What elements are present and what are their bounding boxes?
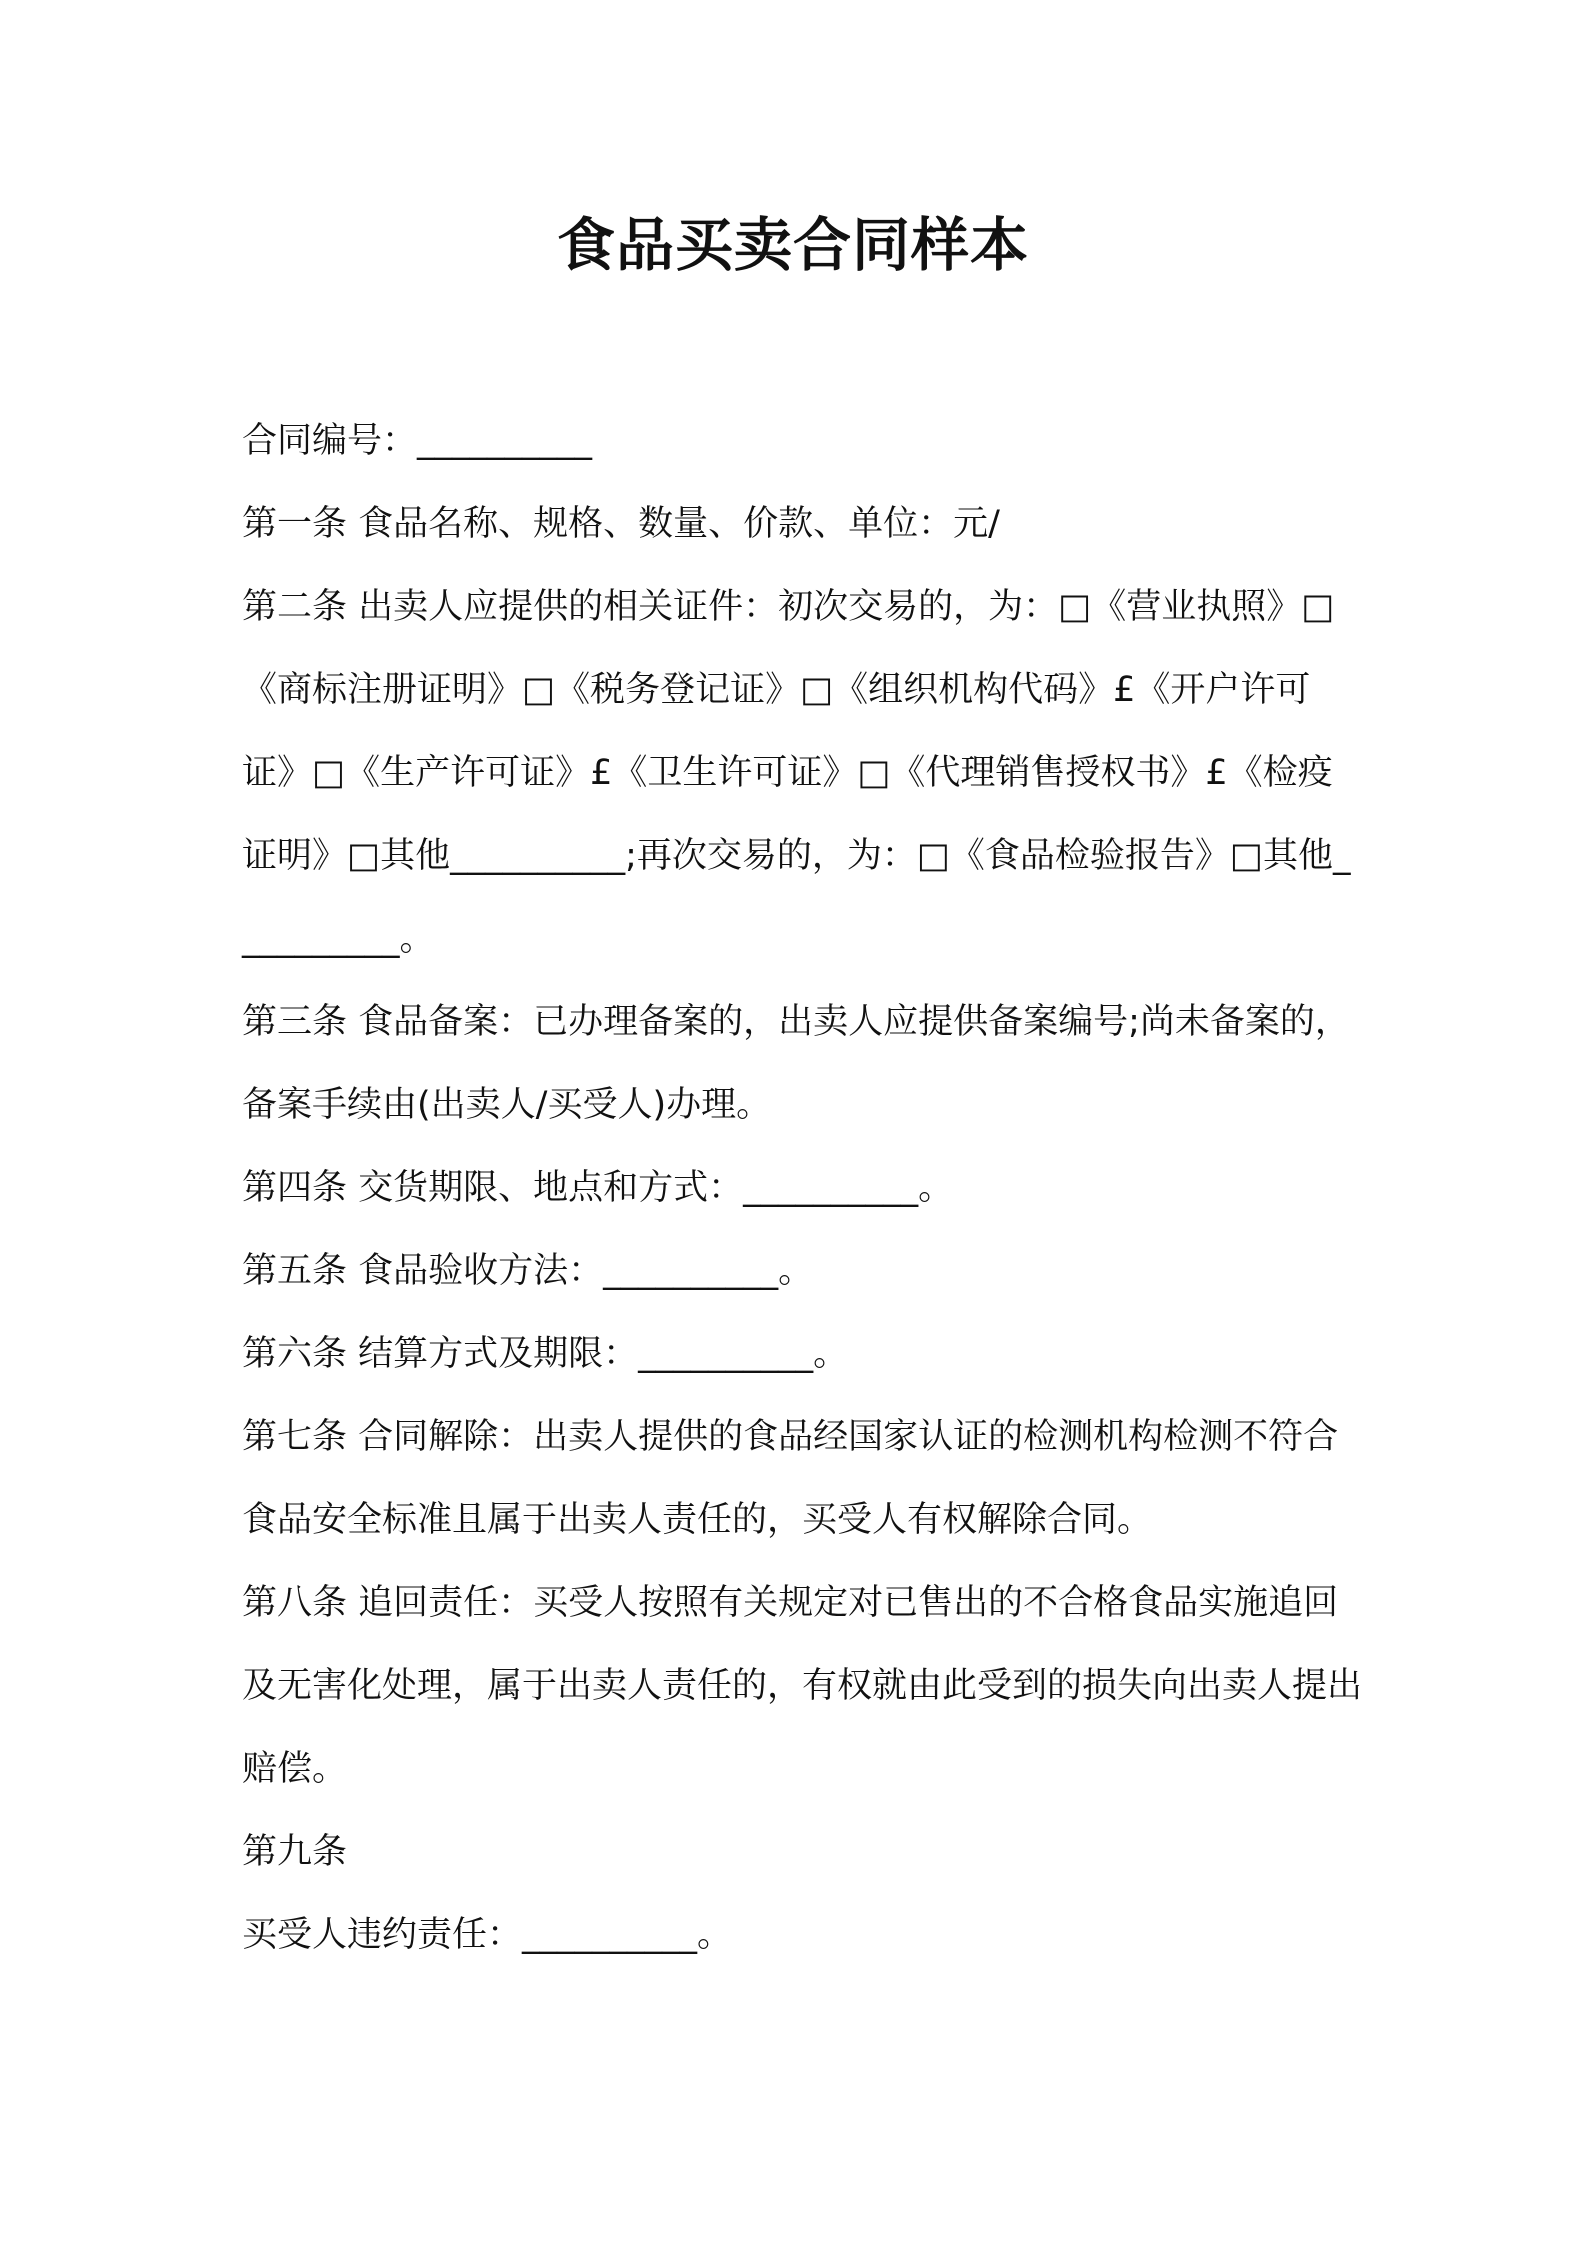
article-4: 第四条 交货期限、地点和方式：__________。: [242, 1168, 954, 1208]
document-title: 食品买卖合同样本: [556, 211, 1029, 279]
article-6: 第六条 结算方式及期限：__________。: [242, 1334, 849, 1374]
article-3: 第三条 食品备案：已办理备案的，出卖人应提供备案编号;尚未备案的，备案手续由(出卖人/买受人)办理。: [242, 1002, 1350, 1125]
contract-number-line: 合同编号：__________: [242, 421, 593, 461]
article-5: 第五条 食品验收方法：__________。: [242, 1251, 814, 1291]
document-body: [242, 400, 1362, 1977]
article-8: 第八条 追回责任：买受人按照有关规定对已售出的不合格食品实施追回及无害化处理，属于出卖人责任的，有权就由此受到的损失向出卖人提出赔偿。: [242, 1583, 1363, 1789]
article-9-heading: 第九条: [242, 1832, 348, 1872]
article-7: 第七条 合同解除：出卖人提供的食品经国家认证的检测机构检测不符合食品安全标准且属于出卖人责任的，买受人有权解除合同。: [242, 1417, 1339, 1540]
buyer-liability-line: 买受人违约责任：__________。: [242, 1915, 733, 1955]
article-1: 第一条 食品名称、规格、数量、价款、单位：元/: [242, 504, 1000, 544]
article-2: 第二条 出卖人应提供的相关证件：初次交易的，为：□《营业执照》□《商标注册证明》□《税务登记证》□《组织机构代码》£《开户许可证》□《生产许可证》£《卫生许可证》□《代理销售授权书》£《检疫证明》□其他__________;再次交易的，为：□《食品检验报告》□其他__________。: [242, 587, 1351, 959]
